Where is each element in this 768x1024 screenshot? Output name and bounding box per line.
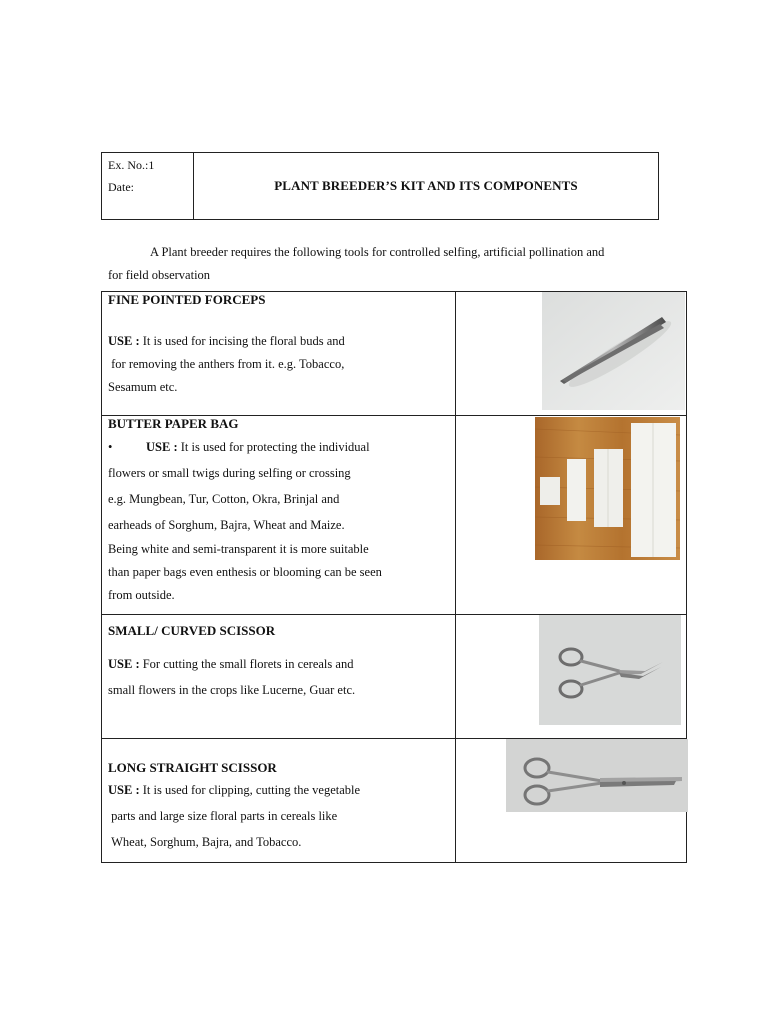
tool-description-curved-scissor: [102, 615, 456, 739]
tool-use-line: For cutting the small florets in cereals and: [142, 657, 354, 671]
use-label: USE :: [108, 783, 140, 797]
intro-paragraph: [108, 241, 676, 287]
bullet-icon: •: [108, 440, 113, 454]
exercise-number: Ex. No.:1: [108, 158, 155, 172]
use-label: USE :: [108, 334, 140, 348]
use-label: USE :: [108, 657, 140, 671]
tool-use-line: e.g. Mungbean, Tur, Cotton, Okra, Brinjal and: [108, 492, 340, 506]
tools-table: [101, 291, 687, 863]
tool-image-cell: [456, 739, 687, 863]
tool-use-line: It is used for incising the floral buds and: [142, 334, 345, 348]
tool-title: LONG STRAIGHT SCISSOR: [108, 760, 277, 775]
table-row: [102, 292, 687, 416]
butter-paper-bag-photo: [535, 417, 680, 560]
tool-title: SMALL/ CURVED SCISSOR: [108, 623, 276, 638]
tool-use-line: than paper bags even enthesis or blooming can be seen: [108, 565, 382, 579]
curved-scissor-photo: [539, 615, 681, 725]
tool-image-cell: [456, 615, 687, 739]
tool-use-line: It is used for protecting the individual: [180, 440, 370, 454]
tool-use-line: for removing the anthers from it. e.g. Tobacco,: [111, 357, 345, 371]
tool-title: BUTTER PAPER BAG: [108, 416, 239, 431]
tool-image-cell: [456, 416, 687, 615]
forceps-photo: [542, 292, 685, 410]
page-title: PLANT BREEDER’S KIT AND ITS COMPONENTS: [274, 178, 578, 193]
use-label: USE :: [146, 440, 178, 454]
exercise-header-box: [101, 152, 659, 220]
tool-use-line: earheads of Sorghum, Bajra, Wheat and Maize.: [108, 518, 345, 532]
tool-use-line: Wheat, Sorghum, Bajra, and Tobacco.: [111, 835, 302, 849]
tool-use-line: small flowers in the crops like Lucerne, Guar etc.: [108, 683, 356, 697]
table-row: [102, 739, 687, 863]
table-row: [102, 615, 687, 739]
tool-use-line: Sesamum etc.: [108, 380, 178, 394]
tool-title: FINE POINTED FORCEPS: [108, 292, 266, 307]
date-label: Date:: [108, 180, 134, 194]
tool-description-butter-paper-bag: [102, 416, 456, 615]
tool-use-line: Being white and semi-transparent it is more suitable: [108, 542, 369, 556]
header-meta: [102, 153, 194, 219]
tool-image-cell: [456, 292, 687, 416]
intro-line-1: A Plant breeder requires the following tools for controlled selfing, artificial pollination and: [150, 245, 605, 259]
tool-description-forceps: [102, 292, 456, 416]
tool-use-line: flowers or small twigs during selfing or crossing: [108, 466, 351, 480]
straight-scissor-photo: [506, 739, 688, 812]
tool-use-line: from outside.: [108, 588, 175, 602]
tool-description-straight-scissor: [102, 739, 456, 863]
tool-use-line: parts and large size floral parts in cereals like: [111, 809, 338, 823]
tool-use-line: It is used for clipping, cutting the vegetable: [142, 783, 361, 797]
table-row: [102, 416, 687, 615]
intro-line-2: for field observation: [108, 268, 211, 282]
